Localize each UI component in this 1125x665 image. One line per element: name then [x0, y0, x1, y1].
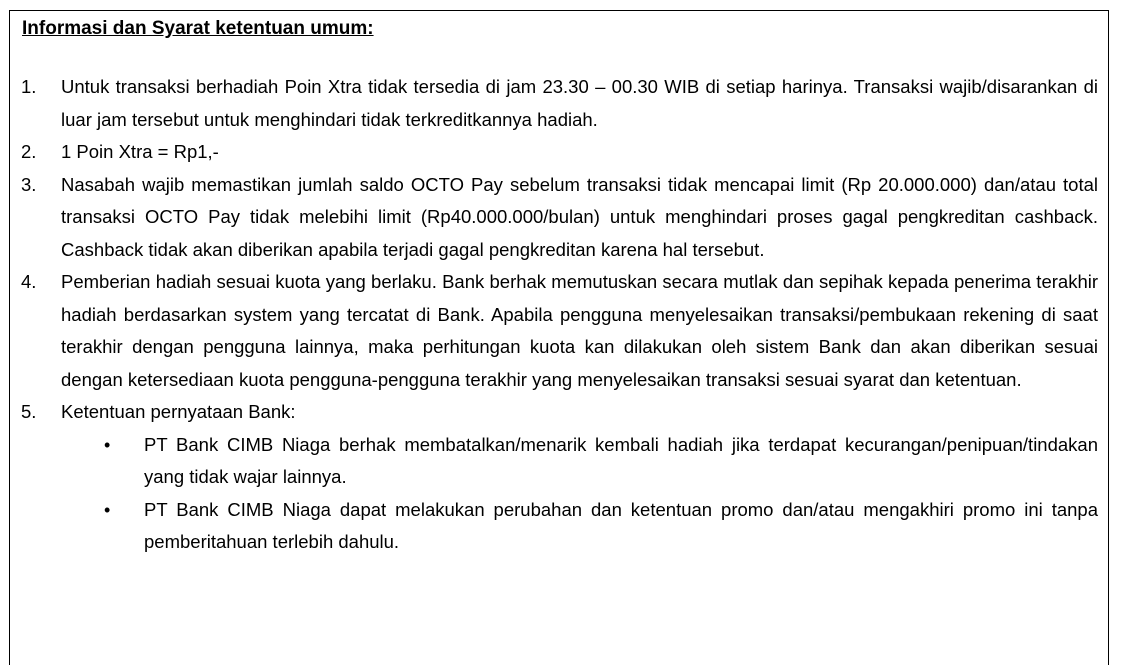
term-number: 5. [21, 401, 37, 422]
sub-list-item [61, 429, 1098, 494]
sub-item-text: PT Bank CIMB Niaga dapat melakukan perubahan dan ketentuan promo dan/atau mengakhiri promo ini tanpa pemberitahuan terlebih dahulu. [144, 498, 1098, 552]
term-text: 1 Poin Xtra = Rp1,- [61, 141, 219, 162]
document-title: Informasi dan Syarat ketentuan umum: [22, 18, 374, 39]
term-number: 4. [21, 271, 37, 292]
term-number: 2. [21, 141, 37, 162]
bank-statement-sublist [61, 429, 1098, 559]
term-item-3 [10, 169, 1110, 267]
term-item-4 [10, 266, 1110, 396]
term-number: 1. [21, 76, 37, 97]
sub-list-item [61, 494, 1098, 559]
term-number: 3. [21, 173, 37, 195]
bullet-icon: • [104, 499, 111, 520]
terms-document-box [9, 10, 1109, 665]
term-text: Ketentuan pernyataan Bank: [61, 401, 296, 422]
term-text: Untuk transaksi berhadiah Poin Xtra tidak tersedia di jam 23.30 – 00.30 WIB di setiap harinya. Transaksi wajib/disarankan di luar jam tersebut untuk menghindari tidak terkreditkannya hadiah. [61, 76, 1098, 130]
term-item-5 [10, 396, 1110, 559]
terms-list [10, 71, 1110, 559]
term-text: Pemberian hadiah sesuai kuota yang berlaku. Bank berhak memutuskan secara mutlak dan sepihak kepada penerima terakhir hadiah berdasarkan system yang tercatat di Bank. Apabila pengguna menyelesaikan transaksi/pembukaan rekening di saat terakhir dengan pengguna lainnya, maka perhitungan kuota kan dilakukan oleh sistem Bank dan akan diberikan sesuai dengan ketersediaan kuota pengguna-pengguna terakhir yang menyelesaikan transaksi sesuai syarat dan ketentuan. [61, 271, 1098, 390]
sub-item-text: PT Bank CIMB Niaga berhak membatalkan/menarik kembali hadiah jika terdapat kecurangan/penipuan/tindakan yang tidak wajar lainnya. [144, 433, 1098, 487]
term-item-1 [10, 71, 1110, 136]
term-text: Nasabah wajib memastikan jumlah saldo OCTO Pay sebelum transaksi tidak mencapai limit (Rp 20.000.000) dan/atau total transaksi OCTO Pay tidak melebihi limit (Rp40.000.000/bulan) untuk menghindari proses gagal pengkreditan cashback. Cashback tidak akan diberikan apabila terjadi gagal pengkreditan karena hal tersebut. [61, 173, 1098, 260]
bullet-icon: • [104, 434, 111, 455]
term-item-2 [10, 136, 1110, 169]
